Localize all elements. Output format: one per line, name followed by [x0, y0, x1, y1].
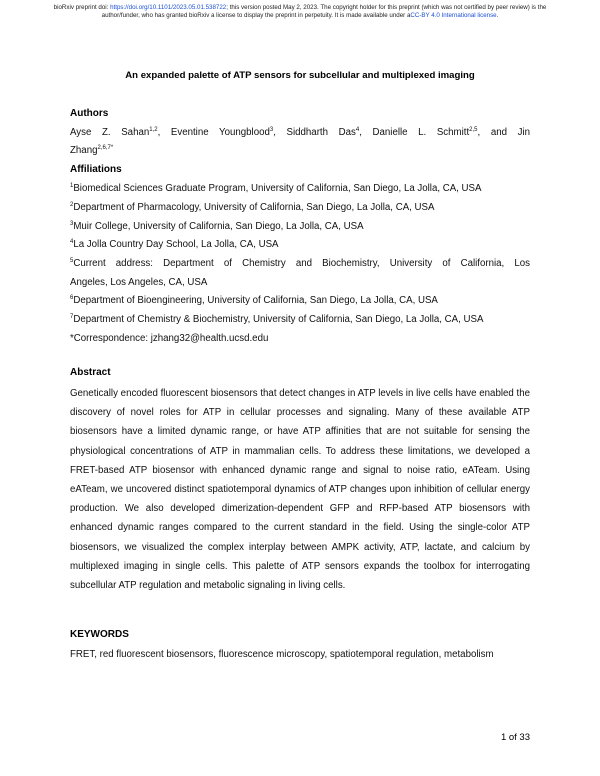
affiliation-text: Biomedical Sciences Graduate Program, University of California, San Diego, La Jolla, CA, USA [73, 183, 482, 194]
correspondence: *Correspondence: jzhang32@health.ucsd.edu [70, 333, 269, 344]
authors-heading: Authors [70, 108, 109, 119]
doi-link[interactable]: https://doi.org/10.1101/2023.05.01.538722 [110, 4, 227, 11]
author-affiliation-sup: 3 [269, 127, 274, 133]
affiliation-item [70, 295, 530, 307]
affiliation-number: 5 [70, 258, 74, 264]
author-name: , Siddharth Das [273, 127, 356, 138]
affiliation-number: 3 [70, 221, 74, 227]
affiliation-number: 4 [70, 239, 74, 245]
affiliation-number: 1 [70, 183, 74, 189]
affiliation-number: 7 [70, 314, 74, 320]
preprint-notice [40, 4, 560, 20]
author-name: Zhang [70, 145, 98, 156]
affiliation-number: 6 [70, 295, 74, 301]
notice-suffix: . [496, 12, 499, 19]
authors-line-2 [70, 145, 530, 157]
author-name: , and Jin [477, 127, 530, 138]
author-affiliation-sup: 1,2 [149, 127, 158, 133]
affiliation-item [70, 202, 530, 214]
affiliation-text: Department of Pharmacology, University of California, San Diego, La Jolla, CA, USA [73, 202, 435, 213]
affiliation-text: Current address: Department of Chemistry and Biochemistry, University of California, Los [73, 258, 530, 269]
author-name: Ayse Z. Sahan [70, 127, 150, 138]
affiliation-item [70, 183, 530, 195]
author-name: , Eventine Youngblood [157, 127, 270, 138]
affiliation-item-continuation: Angeles, Los Angeles, CA, USA [70, 277, 208, 288]
abstract-heading: Abstract [70, 367, 111, 378]
author-affiliation-sup: 2,6,7* [97, 145, 114, 151]
affiliation-item [70, 258, 530, 270]
author-affiliation-sup: 4 [355, 127, 360, 133]
author-affiliation-sup: 2,5 [469, 127, 478, 133]
affiliation-item [70, 239, 530, 251]
affiliation-item [70, 221, 530, 233]
affiliation-text: Department of Chemistry & Biochemistry, University of California, San Diego, La Jolla, CA, USA [73, 314, 484, 325]
license-link[interactable]: CC-BY 4.0 International license [410, 12, 497, 19]
keywords-text: FRET, red fluorescent biosensors, fluorescence microscopy, spatiotemporal regulation, metabolism [70, 649, 494, 660]
notice-middle: ; this version posted May 2, 2023. The copyright holder for this preprint (which was not certified by peer review) is the author/funder, who has granted bioRxiv a license to display the preprint in perpetuity. It is made available under a [101, 4, 547, 19]
paper-title: An expanded palette of ATP sensors for subcellular and multiplexed imaging [125, 70, 475, 81]
abstract-text: Genetically encoded fluorescent biosensors that detect changes in ATP levels in live cells have enabled the discovery of novel roles for ATP in cellular processes and signaling. Many of these available ATP biosensors have a limited dynamic range, or have ATP affinities that are not suitable for sensing the physiological concentrations of ATP in mammalian cells. To address these limitations, we developed a FRET-based ATP biosensor with enhanced dynamic range and signal to noise ratio, eATeam. Using eATeam, we uncovered distinct spatiotemporal dynamics of ATP changes upon inhibition of cellular energy production. We also developed dimerization-dependent GFP and RFP-based ATP biosensors with enhanced dynamic ranges compared to the current standard in the field. Using the single-color ATP biosensors, we visualized the complex interplay between AMPK activity, ATP, lactate, and calcium by multiplexed imaging in single cells. This palette of ATP sensors expands the toolbox for interrogating subcellular ATP regulation and metabolic signaling in living cells. [70, 388, 530, 592]
notice-prefix: bioRxiv preprint doi: [53, 4, 111, 11]
page-number: 1 of 33 [500, 732, 530, 743]
affiliation-text: Department of Bioengineering, University of California, San Diego, La Jolla, CA, USA [73, 295, 438, 306]
affiliation-item [70, 314, 530, 326]
keywords-heading: KEYWORDS [70, 629, 129, 640]
affiliations-heading: Affiliations [70, 164, 122, 175]
affiliation-text: Muir College, University of California, San Diego, La Jolla, CA, USA [73, 221, 364, 232]
author-name: , Danielle L. Schmitt [359, 127, 470, 138]
authors-line-1 [70, 127, 530, 139]
affiliation-text: La Jolla Country Day School, La Jolla, CA, USA [73, 239, 279, 250]
affiliation-number: 2 [70, 202, 74, 208]
